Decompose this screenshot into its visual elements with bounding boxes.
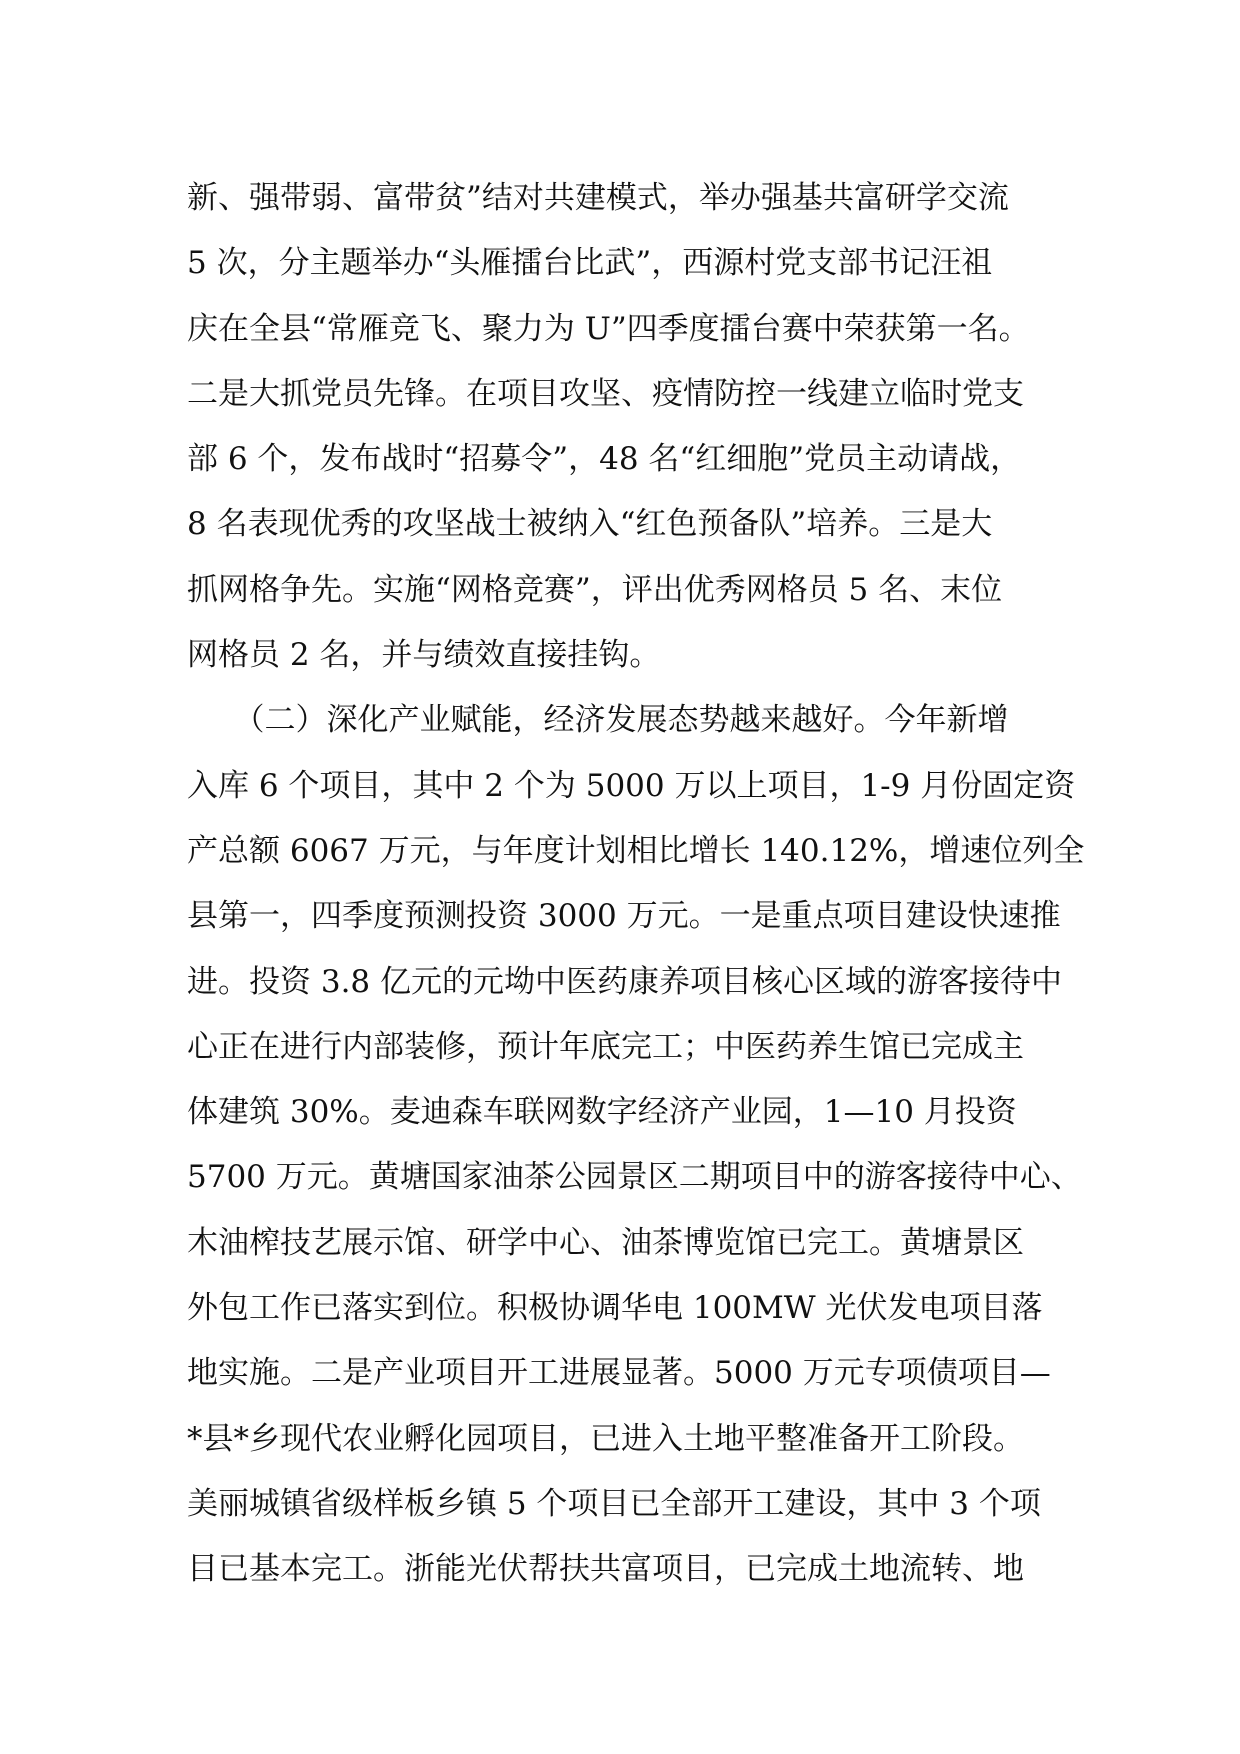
text-line: 庆在全县“常雁竞飞、聚力为 U”四季度擂台赛中荣获第一名。 [187,310,1030,347]
text-line: 网格员 2 名，并与绩效直接挂钩。 [187,637,661,674]
text-line: 体建筑 30%。麦迪森车联网数字经济产业园，1—10 月投资 [187,1094,1017,1131]
text-line: 新、强带弱、富带贫”结对共建模式，举办强基共富研学交流 [187,180,1009,216]
text-line: *县*乡现代农业孵化园项目，已进入土地平整准备开工阶段。 [187,1420,1024,1457]
text-line: 心正在进行内部装修，预计年底完工；中医药养生馆已完成主 [187,1028,1024,1065]
text-line: 外包工作已落实到位。积极协调华电 100MW 光伏发电项目落 [187,1290,1043,1327]
text-line: 二是大抓党员先锋。在项目攻坚、疫情防控一线建立临时党支 [187,375,1024,412]
text-line: 入库 6 个项目，其中 2 个为 5000 万以上项目，1-9 月份固定资 [187,767,1076,804]
text-line: 产总额 6067 万元，与年度计划相比增长 140.12%，增速位列全 [187,832,1085,869]
text-line: 地实施。二是产业项目开工进展显著。5000 万元专项债项目— [187,1355,1051,1392]
text-line: 目已基本完工。浙能光伏帮扶共富项目，已完成土地流转、地 [187,1551,1024,1588]
text-line: 5700 万元。黄塘国家油茶公园景区二期项目中的游客接待中心、 [187,1159,1082,1196]
text-line: 5 次，分主题举办“头雁擂台比武”，西源村党支部书记汪祖 [187,245,993,282]
text-line: 抓网格争先。实施“网格竞赛”，评出优秀网格员 5 名、末位 [187,571,1003,608]
text-line: 美丽城镇省级样板乡镇 5 个项目已全部开工建设，其中 3 个项 [187,1485,1041,1522]
body-text [187,166,1087,1603]
text-line: 县第一，四季度预测投资 3000 万元。一是重点项目建设快速推 [187,898,1061,935]
text-line: 进。投资 3.8 亿元的元坳中医药康养项目核心区域的游客接待中 [187,963,1063,1000]
text-line: （二）深化产业赋能，经济发展态势越来越好。今年新增 [187,702,1009,739]
text-line: 部 6 个，发布战时“招募令”，48 名“红细胞”党员主动请战， [187,441,1022,478]
text-line: 木油榨技艺展示馆、研学中心、油茶博览馆已完工。黄塘景区 [187,1224,1024,1261]
text-line: 8 名表现优秀的攻坚战士被纳入“红色预备队”培养。三是大 [187,506,993,543]
